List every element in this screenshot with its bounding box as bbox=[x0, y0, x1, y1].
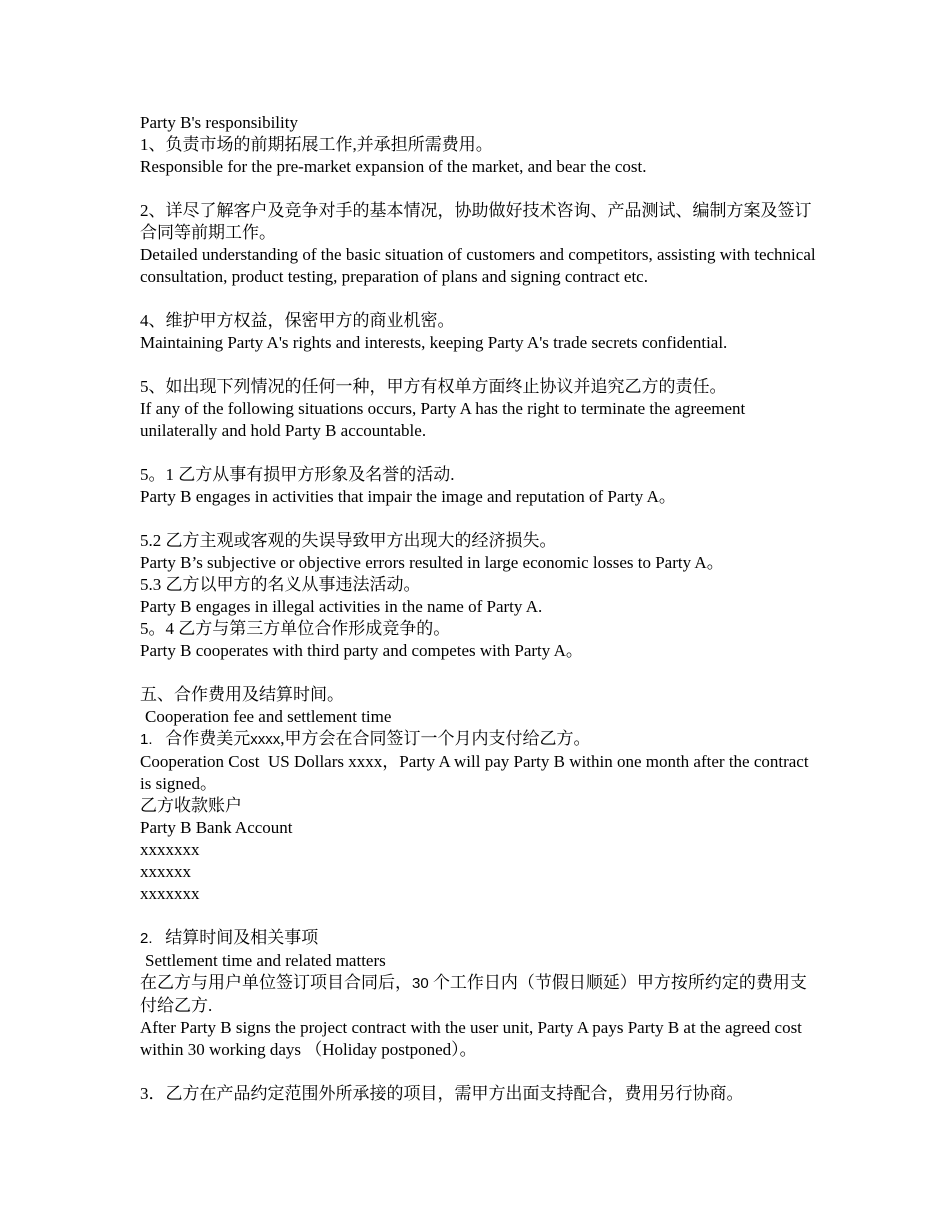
fee-english: Cooperation Cost US Dollars xxxx，Party A will pay Party B within one month after the contract is signed。 bbox=[140, 752, 813, 793]
item-2-chinese: 2、详尽了解客户及竞争对手的基本情况，协助做好技术咨询、产品测试、编制方案及签订合同等前期工作。 bbox=[140, 201, 812, 242]
item-4-chinese: 4、维护甲方权益，保密甲方的商业机密。 bbox=[140, 311, 455, 330]
section-heading: Party B's responsibility bbox=[140, 113, 298, 132]
section-5-chinese: 五、合作费用及结算时间。 bbox=[140, 685, 344, 704]
section-5-english: Cooperation fee and settlement time bbox=[145, 707, 392, 726]
settlement-chinese-text: 结算时间及相关事项 bbox=[165, 928, 319, 947]
bank-account-line-3: xxxxxxx bbox=[140, 884, 200, 903]
bank-account-chinese: 乙方收款账户 bbox=[140, 796, 242, 815]
paragraph-gap bbox=[140, 354, 820, 376]
item-5-english: If any of the following situations occurs, Party A has the right to terminate the agreement unilaterally and hold Party B accountable. bbox=[140, 399, 750, 440]
item-5-3-english: Party B engages in illegal activities in the name of Party A. bbox=[140, 597, 543, 616]
settlement-detail-chinese-b: 个工作日内（节假日顺延）甲方按所约定的费用支付给乙方. bbox=[140, 973, 807, 1015]
settlement-detail-chinese bbox=[140, 972, 820, 1017]
fee-chinese bbox=[140, 728, 820, 751]
item-5-4-chinese: 5。4 乙方与第三方单位合作形成竞争的。 bbox=[140, 619, 451, 638]
fee-chinese-text-a: 合作费美元 bbox=[165, 729, 251, 748]
item-1-chinese: 1、负责市场的前期拓展工作,并承担所需费用。 bbox=[140, 135, 493, 154]
item-5-4-english: Party B cooperates with third party and competes with Party A。 bbox=[140, 641, 583, 660]
item-5-2-english: Party B’s subjective or objective errors resulted in large economic losses to Party A。 bbox=[140, 553, 724, 572]
item-5-1-chinese: 5。1 乙方从事有损甲方形象及名誉的活动. bbox=[140, 465, 455, 484]
fee-number: 1. bbox=[140, 731, 153, 748]
item-5-3-chinese: 5.3 乙方以甲方的名义从事违法活动。 bbox=[140, 575, 421, 594]
bank-account-line-1: xxxxxxx bbox=[140, 840, 200, 859]
item-5-chinese: 5、如出现下列情况的任何一种，甲方有权单方面终止协议并追究乙方的责任。 bbox=[140, 377, 727, 396]
item-5-1-english: Party B engages in activities that impair the image and reputation of Party A。 bbox=[140, 487, 676, 506]
bank-account-english: Party B Bank Account bbox=[140, 818, 293, 837]
item-1-english: Responsible for the pre-market expansion of the market, and bear the cost. bbox=[140, 157, 647, 176]
paragraph-gap bbox=[140, 905, 820, 927]
item-4-english: Maintaining Party A's rights and interests, keeping Party A's trade secrets confidential. bbox=[140, 333, 728, 352]
document-page bbox=[140, 112, 820, 1105]
settlement-chinese bbox=[140, 927, 820, 950]
fee-amount: xxxx bbox=[250, 731, 281, 748]
settlement-detail-chinese-a: 在乙方与用户单位签订项目合同后， bbox=[140, 973, 412, 992]
paragraph-gap bbox=[140, 662, 820, 684]
paragraph-gap bbox=[140, 442, 820, 464]
fee-chinese-text-b: ,甲方会在合同签订一个月内支付给乙方。 bbox=[280, 729, 591, 748]
settlement-number: 2. bbox=[140, 930, 153, 947]
settlement-english: Settlement time and related matters bbox=[145, 951, 386, 970]
settlement-detail-english: After Party B signs the project contract with the user unit, Party A pays Party B at the agreed cost within 30 working days （Holiday postponed）。 bbox=[140, 1018, 807, 1059]
settlement-days: 30 bbox=[412, 975, 429, 992]
bank-account-line-2: xxxxxx bbox=[140, 862, 191, 881]
paragraph-gap bbox=[140, 178, 820, 200]
paragraph-gap bbox=[140, 1061, 820, 1083]
item-5-2-chinese: 5.2 乙方主观或客观的失误导致甲方出现大的经济损失。 bbox=[140, 531, 557, 550]
paragraph-gap bbox=[140, 508, 820, 530]
item-2-english: Detailed understanding of the basic situation of customers and competitors, assisting with technical consultation, product testing, preparation of plans and signing contract etc. bbox=[140, 245, 820, 286]
item-3-chinese: 3．乙方在产品约定范围外所承接的项目，需甲方出面支持配合，费用另行协商。 bbox=[140, 1084, 744, 1103]
paragraph-gap bbox=[140, 288, 820, 310]
